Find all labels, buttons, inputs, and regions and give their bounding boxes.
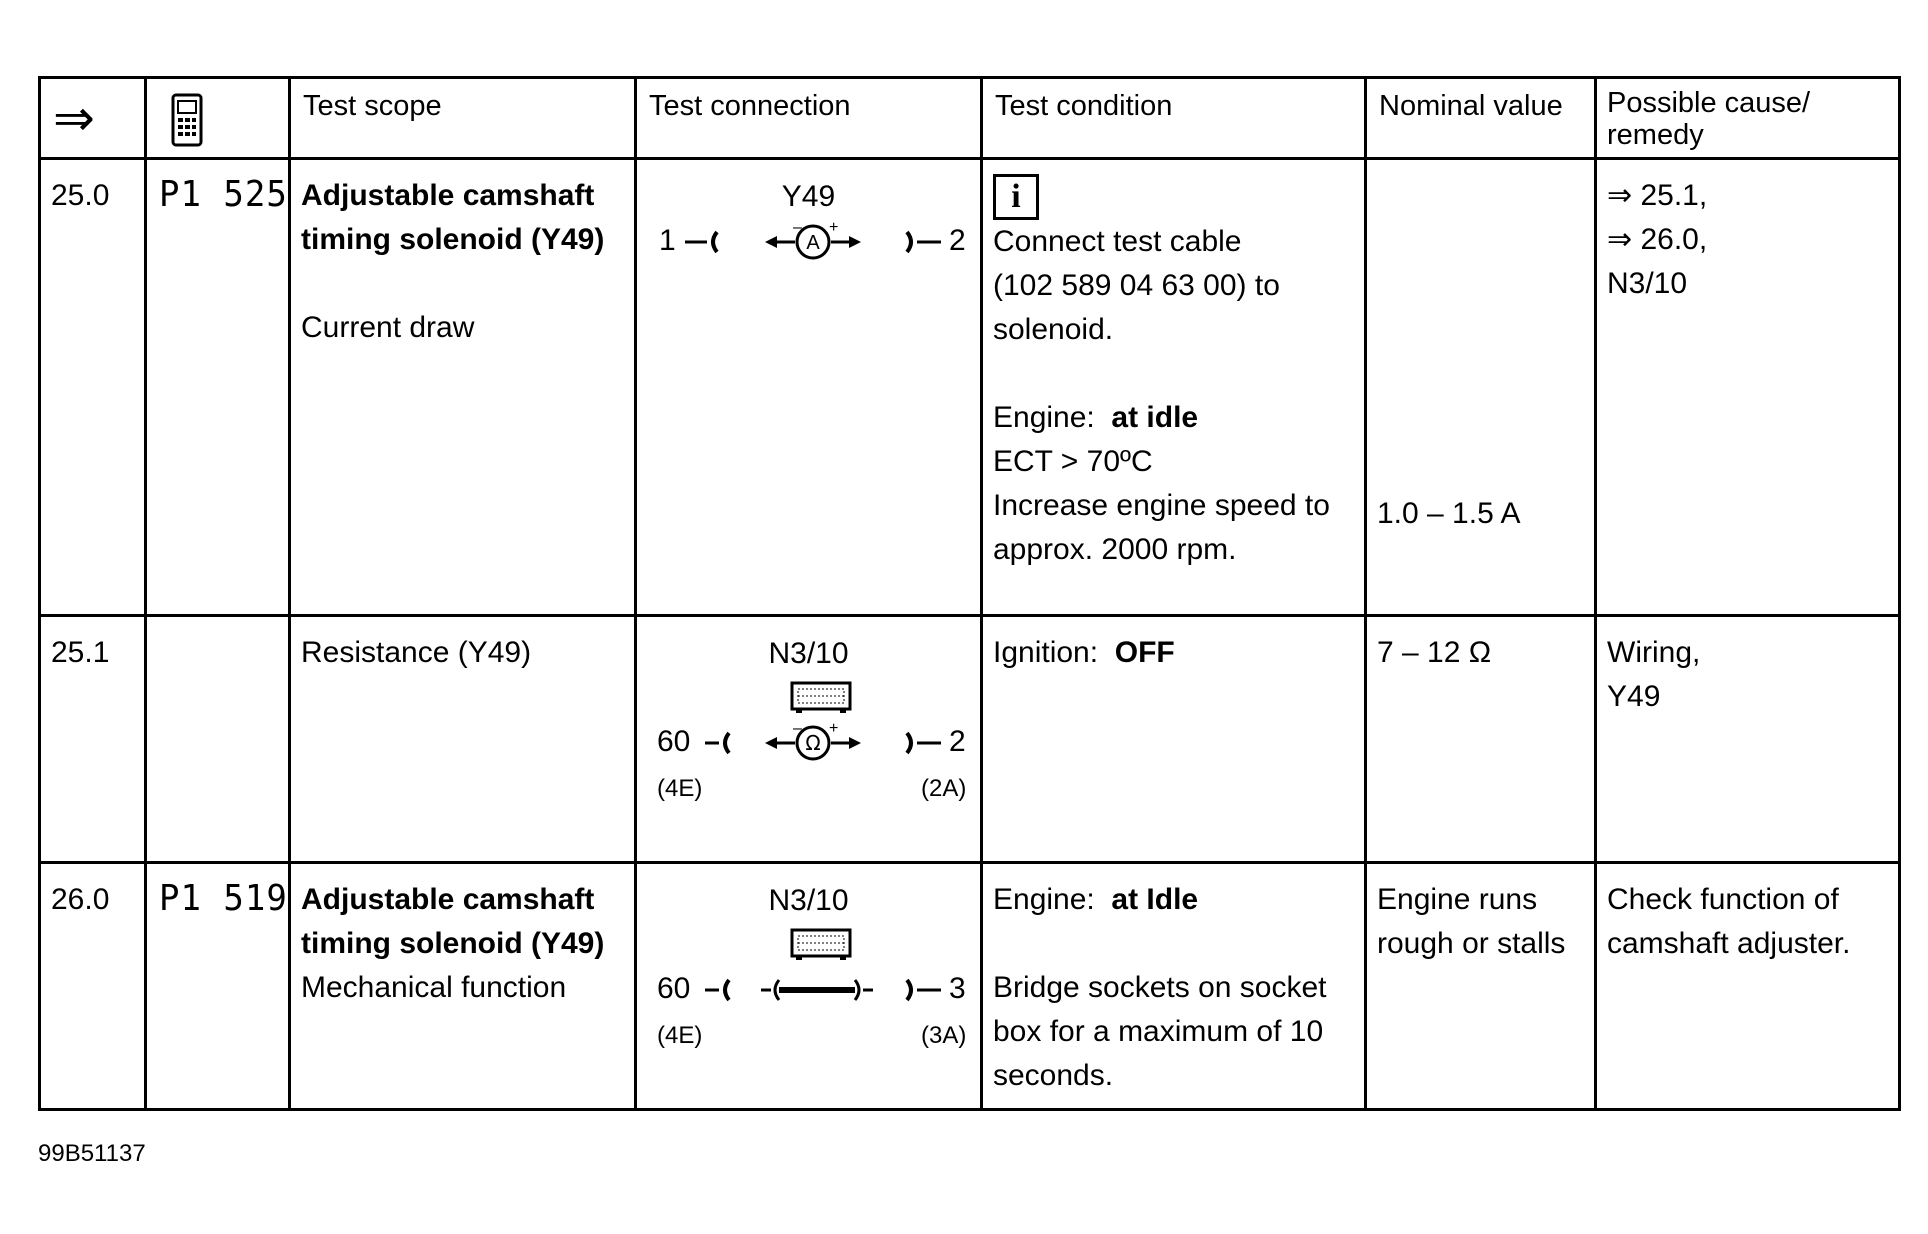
pin-right: 2 (949, 725, 966, 758)
component-label: N3/10 (768, 884, 849, 917)
svg-text:–: – (793, 219, 802, 236)
test-scope-cell: Adjustable camshaft timing solenoid (Y49) Current draw (290, 159, 636, 616)
fault-code-cell: P1 525 (146, 159, 290, 616)
component-label: Y49 (781, 180, 836, 213)
possible-cause-cell: Wiring, Y49 (1596, 616, 1900, 863)
pin-left: 60 (657, 725, 691, 758)
test-connection-cell (636, 616, 982, 863)
nominal-value-cell: 1.0 – 1.5 A (1366, 159, 1596, 616)
header-code (146, 78, 290, 159)
info-icon: i (993, 174, 1039, 220)
header-test-condition: Test condition (982, 78, 1366, 159)
pin-left-sub: (4E) (657, 775, 703, 802)
nominal-value-cell: 7 – 12 Ω (1366, 616, 1596, 863)
svg-text:–: – (793, 720, 802, 737)
test-connection-cell (636, 159, 982, 616)
header-test-connection: Test connection (636, 78, 982, 159)
header-test-scope: Test scope (290, 78, 636, 159)
socket-box-icon (790, 928, 852, 962)
test-scope-cell: Resistance (Y49) (290, 616, 636, 863)
svg-text:Ω: Ω (805, 731, 821, 755)
pin-right-sub: (3A) (921, 1022, 967, 1049)
ammeter-icon (685, 218, 945, 268)
pin-left-sub: (4E) (657, 1022, 703, 1049)
bridge-cable-icon (705, 966, 945, 1016)
header-possible-cause: Possible cause/ remedy (1596, 78, 1900, 159)
pin-left: 1 (659, 224, 676, 257)
header-nominal-value: Nominal value (1366, 78, 1596, 159)
socket-box-icon (790, 681, 852, 715)
test-condition-cell: Ignition: OFF (982, 616, 1366, 863)
table-row (40, 863, 1900, 1110)
test-condition-cell: Engine: at Idle Bridge sockets on socket box for a maximum of 10 seconds. (982, 863, 1366, 1110)
test-table-document (38, 76, 1898, 1114)
possible-cause-cell: ⇒ 25.1, ⇒ 26.0, N3/10 (1596, 159, 1900, 616)
arrow-icon: ⇒ (53, 90, 95, 146)
svg-text:+: + (829, 720, 839, 737)
fault-code-cell: P1 519 (146, 863, 290, 1110)
possible-cause-cell: Check function of camshaft adjuster. (1596, 863, 1900, 1110)
fault-code-cell (146, 616, 290, 863)
ohmmeter-icon (705, 719, 945, 769)
pin-right-sub: (2A) (921, 775, 967, 802)
test-connection-cell (636, 863, 982, 1110)
step-cell: 25.1 (40, 616, 146, 863)
pin-right: 3 (949, 972, 966, 1005)
component-label: N3/10 (768, 637, 849, 670)
test-table (38, 76, 1901, 1111)
table-row (40, 159, 1900, 616)
header-step (40, 78, 146, 159)
svg-text:A: A (806, 232, 820, 254)
header-row (40, 78, 1900, 159)
nominal-value-cell: Engine runs rough or stalls (1366, 863, 1596, 1110)
svg-text:+: + (829, 219, 839, 236)
table-row (40, 616, 1900, 863)
pin-right: 2 (949, 224, 966, 257)
figure-id: 99B51137 (38, 1140, 146, 1167)
test-condition-cell: i Connect test cable (102 589 04 63 00) to solenoid. Engine: at idle ECT > 70ºC Increase engine speed to approx. 2000 rpm. (982, 159, 1366, 616)
pin-left: 60 (657, 972, 691, 1005)
step-cell: 25.0 (40, 159, 146, 616)
step-cell: 26.0 (40, 863, 146, 1110)
test-scope-cell: Adjustable camshaft timing solenoid (Y49) Mechanical function (290, 863, 636, 1110)
tester-icon (167, 93, 207, 147)
